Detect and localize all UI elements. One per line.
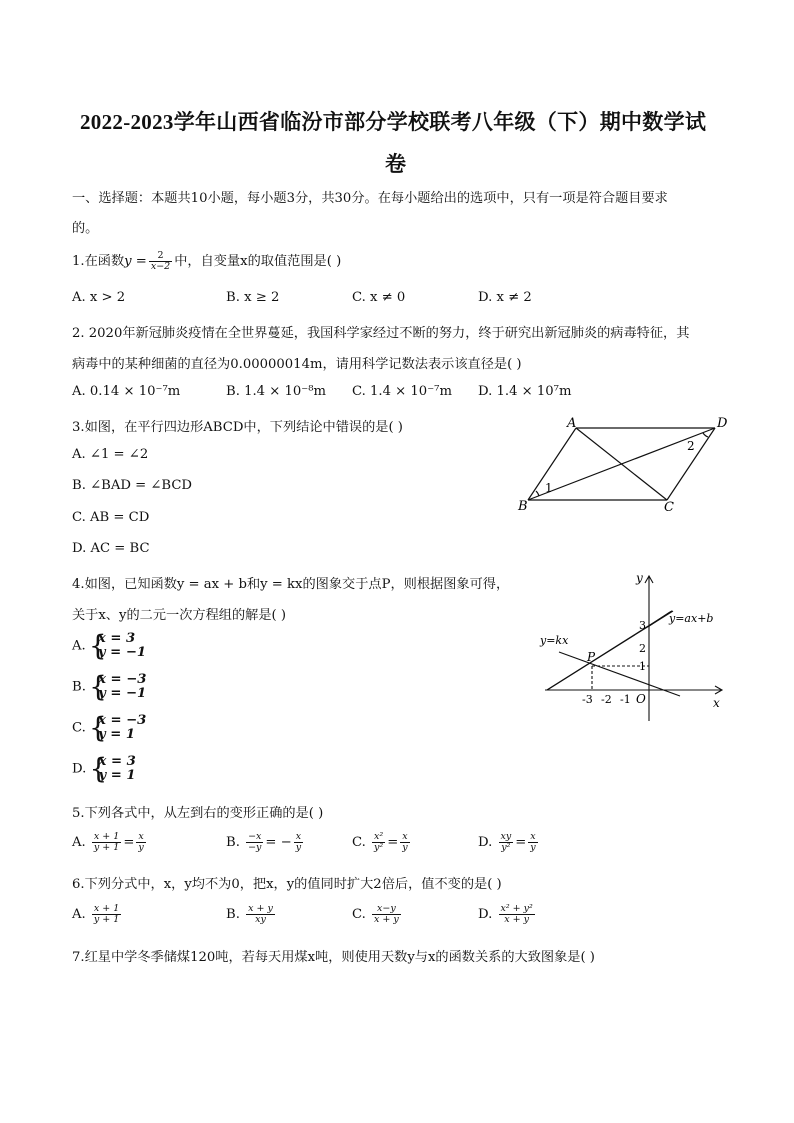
q5-option-a: A. $\frac{x + 1}{y + 1}$ = $\frac{x}{y}$ <box>72 831 144 853</box>
q6-c-frac <box>372 904 401 925</box>
q3-option-c: C. AB = CD <box>72 510 150 525</box>
q4-a-eq2: y = −1 <box>97 645 147 660</box>
x-tick-neg2: -2 <box>601 693 612 706</box>
q5-option-b: B. $\frac{-x}{-y}$ = − $\frac{x}{y}$ <box>226 831 302 853</box>
q6-b-label: B. <box>226 907 240 922</box>
q6-c-label: C. <box>352 907 366 922</box>
q5-a-label: A. <box>72 835 86 850</box>
q4-option-a <box>72 632 146 660</box>
q6-b-den: xy <box>255 914 266 925</box>
q6-d-frac <box>499 904 535 925</box>
angle-1-arc <box>536 491 539 496</box>
q6-b-frac <box>246 904 275 925</box>
q6-a-frac <box>92 904 121 925</box>
q5-d-rden: y <box>530 842 536 853</box>
x-tick-neg3: -3 <box>582 693 593 706</box>
q5-option-c: C. $\frac{\text{x²}}{\text{y²}}$ = $\frac{x}{y}$ <box>352 831 408 853</box>
q5-b-lhs <box>246 832 263 853</box>
q4-d-eq2: y = 1 <box>98 768 136 783</box>
question-3-stem: 3.如图，在平行四边形ABCD中，下列结论中错误的是( ) <box>72 420 403 435</box>
q5-b-rden: y <box>295 842 302 853</box>
q6-d-label: D. <box>478 907 493 922</box>
q4-option-b-label: B. <box>72 679 86 695</box>
q5-b-rhs <box>294 832 303 853</box>
q1-option-d: D. x ≠ 2 <box>478 290 532 305</box>
q5-b-rnum: x <box>294 832 303 843</box>
line-y-kx <box>559 652 680 696</box>
q6-a-label: A. <box>72 907 86 922</box>
question-1-stem <box>72 250 341 272</box>
q5-d-lden: y² <box>501 842 511 853</box>
x-axis-label: x <box>713 696 720 710</box>
q1-fraction <box>149 251 172 272</box>
q5-a-rnum: x <box>136 832 145 843</box>
function-graph-figure <box>535 566 735 726</box>
q4-option-d-label: D. <box>72 761 87 777</box>
q5-c-lhs <box>372 832 385 853</box>
q4-option-a-label: A. <box>72 638 86 654</box>
q5-b-lnum: −x <box>248 831 262 842</box>
q3-option-d: D. AC = BC <box>72 541 150 556</box>
q5-a-lhs <box>92 832 121 853</box>
q5-d-lhs <box>499 832 514 853</box>
q1-option-a: A. x > 2 <box>72 290 126 305</box>
q5-d-rnum: x <box>528 832 537 843</box>
y-tick-1: 1 <box>639 660 646 673</box>
question-2-line2: 病毒中的某种细菌的直径为0.00000014m，请用科学记数法表示该直径是( ) <box>72 357 522 372</box>
q2-option-c: C. 1.4 × 10⁻⁷m <box>352 384 452 399</box>
vertex-a-label: A <box>567 416 577 431</box>
angle-2-label: 2 <box>687 439 695 453</box>
q4-option-c <box>72 714 146 742</box>
q4-option-c-system <box>90 714 146 742</box>
y-axis-label: y <box>636 571 643 585</box>
q5-c-lnum: x² <box>372 832 385 843</box>
page-title-line2: 卷 <box>385 152 407 176</box>
q5-d-label: D. <box>478 835 493 850</box>
q6-b-num: x + y <box>248 903 273 914</box>
q4-option-d <box>72 755 136 783</box>
q5-c-label: C. <box>352 835 366 850</box>
question-7-stem: 7.红星中学冬季储煤120吨，若每天用煤x吨，则使用天数y与x的函数关系的大致图象是( ) <box>72 950 595 965</box>
q1-prefix: 1.在函数 <box>72 254 125 269</box>
q1-suffix: 中，自变量x的取值范围是( ) <box>174 254 342 269</box>
q5-b-lden: −y <box>248 842 262 853</box>
q5-c-rden: y <box>402 842 408 853</box>
q6-d-den: x + y <box>504 914 530 925</box>
q5-c-lden: y² <box>374 842 384 853</box>
q4-option-b-system <box>90 673 146 701</box>
parallelogram-figure <box>510 412 730 517</box>
q4-c-eq2: y = 1 <box>98 727 136 742</box>
q2-option-d: D. 1.4 × 10⁷m <box>478 384 572 399</box>
origin-label: O <box>636 692 646 706</box>
q5-a-lnum: x + 1 <box>92 832 121 843</box>
q5-b-sign: − <box>280 835 292 850</box>
question-6-stem: 6.下列分式中，x，y均不为0，把x，y的值同时扩大2倍后，值不变的是( ) <box>72 877 502 892</box>
q6-option-d <box>478 904 537 925</box>
q3-option-b: B. ∠BAD = ∠BCD <box>72 478 192 493</box>
question-5-stem: 5.下列各式中，从左到右的变形正确的是( ) <box>72 806 324 821</box>
q5-a-rden: y <box>138 842 144 853</box>
q5-c-rnum: x <box>400 832 409 843</box>
q6-c-num: x−y <box>372 904 401 915</box>
q2-option-b: B. 1.4 × 10⁻⁸m <box>226 384 327 399</box>
question-4-line2: 关于x、y的二元一次方程组的解是( ) <box>72 608 286 623</box>
y-tick-2: 2 <box>639 642 646 655</box>
q1-frac-num: 2 <box>149 251 172 262</box>
angle-2-arc <box>703 433 708 437</box>
q5-b-label: B. <box>226 835 240 850</box>
q3-option-a: A. ∠1 = ∠2 <box>72 447 149 462</box>
q1-option-b: B. x ≥ 2 <box>226 290 280 305</box>
point-p-label: P <box>587 650 596 664</box>
angle-1-label: 1 <box>545 481 553 495</box>
q6-option-b <box>226 904 277 925</box>
section-heading-line1: 一、选择题：本题共10小题，每小题3分，共30分。在每小题给出的选项中，只有一项是符合题目要求 <box>72 191 668 206</box>
q6-option-a <box>72 904 123 925</box>
question-4-line1: 4.如图，已知函数y = ax + b和y = kx的图象交于点P，则根据图象可得， <box>72 577 510 592</box>
page-title-line1: 2022-2023学年山西省临汾市部分学校联考八年级（下）期中数学试 <box>80 110 707 134</box>
q6-a-num: x + 1 <box>92 904 121 915</box>
q2-option-a: A. 0.14 × 10⁻⁷m <box>72 384 181 399</box>
vertex-d-label: D <box>717 416 728 431</box>
q5-a-lden: y + 1 <box>93 842 120 853</box>
q6-d-num: x² + y² <box>500 903 533 914</box>
line-ax-b-label: y=ax+b <box>669 612 714 625</box>
q5-option-d: D. $\frac{xy}{\text{y²}}$ = $\frac{x}{y}$ <box>478 831 536 853</box>
q1-func-lhs: y = <box>124 254 147 269</box>
q1-option-c: C. x ≠ 0 <box>352 290 406 305</box>
vertex-b-label: B <box>518 499 528 514</box>
q4-c-eq1: { x = −3 <box>98 713 147 728</box>
question-2-line1: 2. 2020年新冠肺炎疫情在全世界蔓延，我国科学家经过不断的努力，终于研究出新冠肺炎的病毒特征，其 <box>72 326 690 341</box>
q4-b-eq1: { x = −3 <box>98 672 147 687</box>
q1-frac-den: x−2 <box>150 261 171 272</box>
q6-a-den: y + 1 <box>93 914 120 925</box>
q4-d-eq1: { x = 3 <box>98 754 136 769</box>
q4-option-c-label: C. <box>72 720 86 736</box>
q5-d-lnum: xy <box>500 831 512 842</box>
q6-option-c <box>352 904 403 925</box>
y-tick-3: 3 <box>639 619 646 632</box>
x-tick-neg1: -1 <box>620 693 631 706</box>
line-kx-label: y=kx <box>540 634 569 647</box>
q4-option-a-system <box>90 632 146 660</box>
q4-option-d-system <box>91 755 136 783</box>
q5-a-rhs <box>136 832 145 853</box>
q4-a-eq1: { x = 3 <box>97 631 136 646</box>
q4-option-b <box>72 673 146 701</box>
vertex-c-label: C <box>664 500 674 515</box>
q5-c-rhs <box>400 832 409 853</box>
q4-b-eq2: y = −1 <box>98 686 147 701</box>
q6-c-den: x + y <box>374 914 399 925</box>
section-heading-line2: 的。 <box>72 221 99 236</box>
q5-d-rhs <box>528 832 537 853</box>
